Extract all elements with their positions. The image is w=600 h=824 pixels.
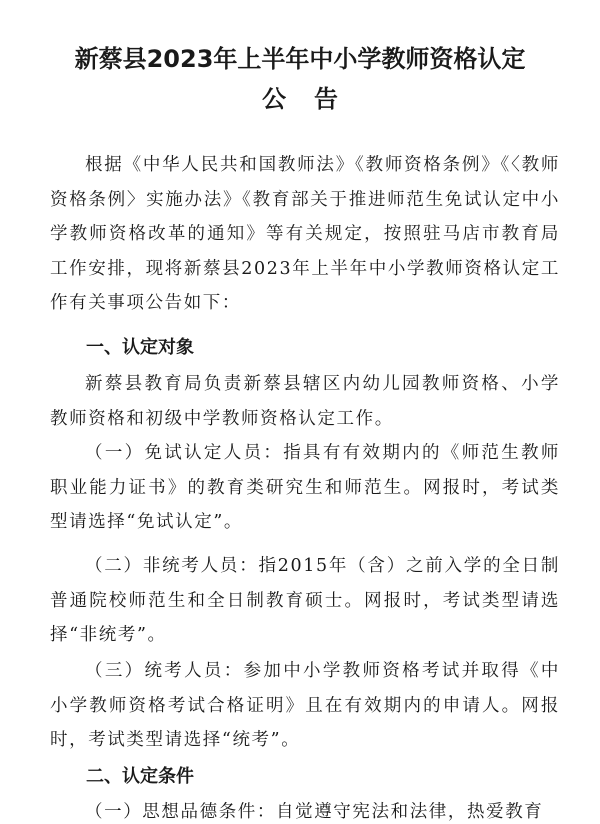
section-heading-2: 二、认定条件 (86, 766, 194, 787)
item-paragraph-1: （一）免试认定人员：指具有有效期内的《师范生教师职业能力证书》的教育类研究生和师范生。网报时，考试类型请选择“免试认定”。 (50, 443, 560, 532)
section-heading-1: 一、认定对象 (86, 337, 194, 358)
document-subtitle: 公告 (262, 85, 366, 113)
section2-paragraph: （一）思想品德条件：自觉遵守宪法和法律，热爱教育 (85, 802, 544, 822)
document-title: 新蔡县2023年上半年中小学教师资格认定 (74, 45, 526, 73)
item-paragraph-3: （三）统考人员：参加中小学教师资格考试并取得《中小学教师资格考试合格证明》且在有效期内的申请人。网报时，考试类型请选择“统考”。 (50, 661, 560, 750)
section1-paragraph: 新蔡县教育局负责新蔡县辖区内幼儿园教师资格、小学教师资格和初级中学教师资格认定工作。 (50, 374, 560, 429)
intro-paragraph: 根据《中华人民共和国教师法》《教师资格条例》《〈教师资格条例〉实施办法》《教育部关于推进师范生免试认定中小学教师资格改革的通知》等有关规定，按照驻马店市教育局工作安排，现将新蔡县2023年上半年中小学教师资格认定工作有关事项公告如下： (50, 155, 560, 313)
item-paragraph-2: （二）非统考人员：指2015年（含）之前入学的全日制普通院校师范生和全日制教育硕士。网报时，考试类型请选择“非统考”。 (50, 556, 560, 645)
